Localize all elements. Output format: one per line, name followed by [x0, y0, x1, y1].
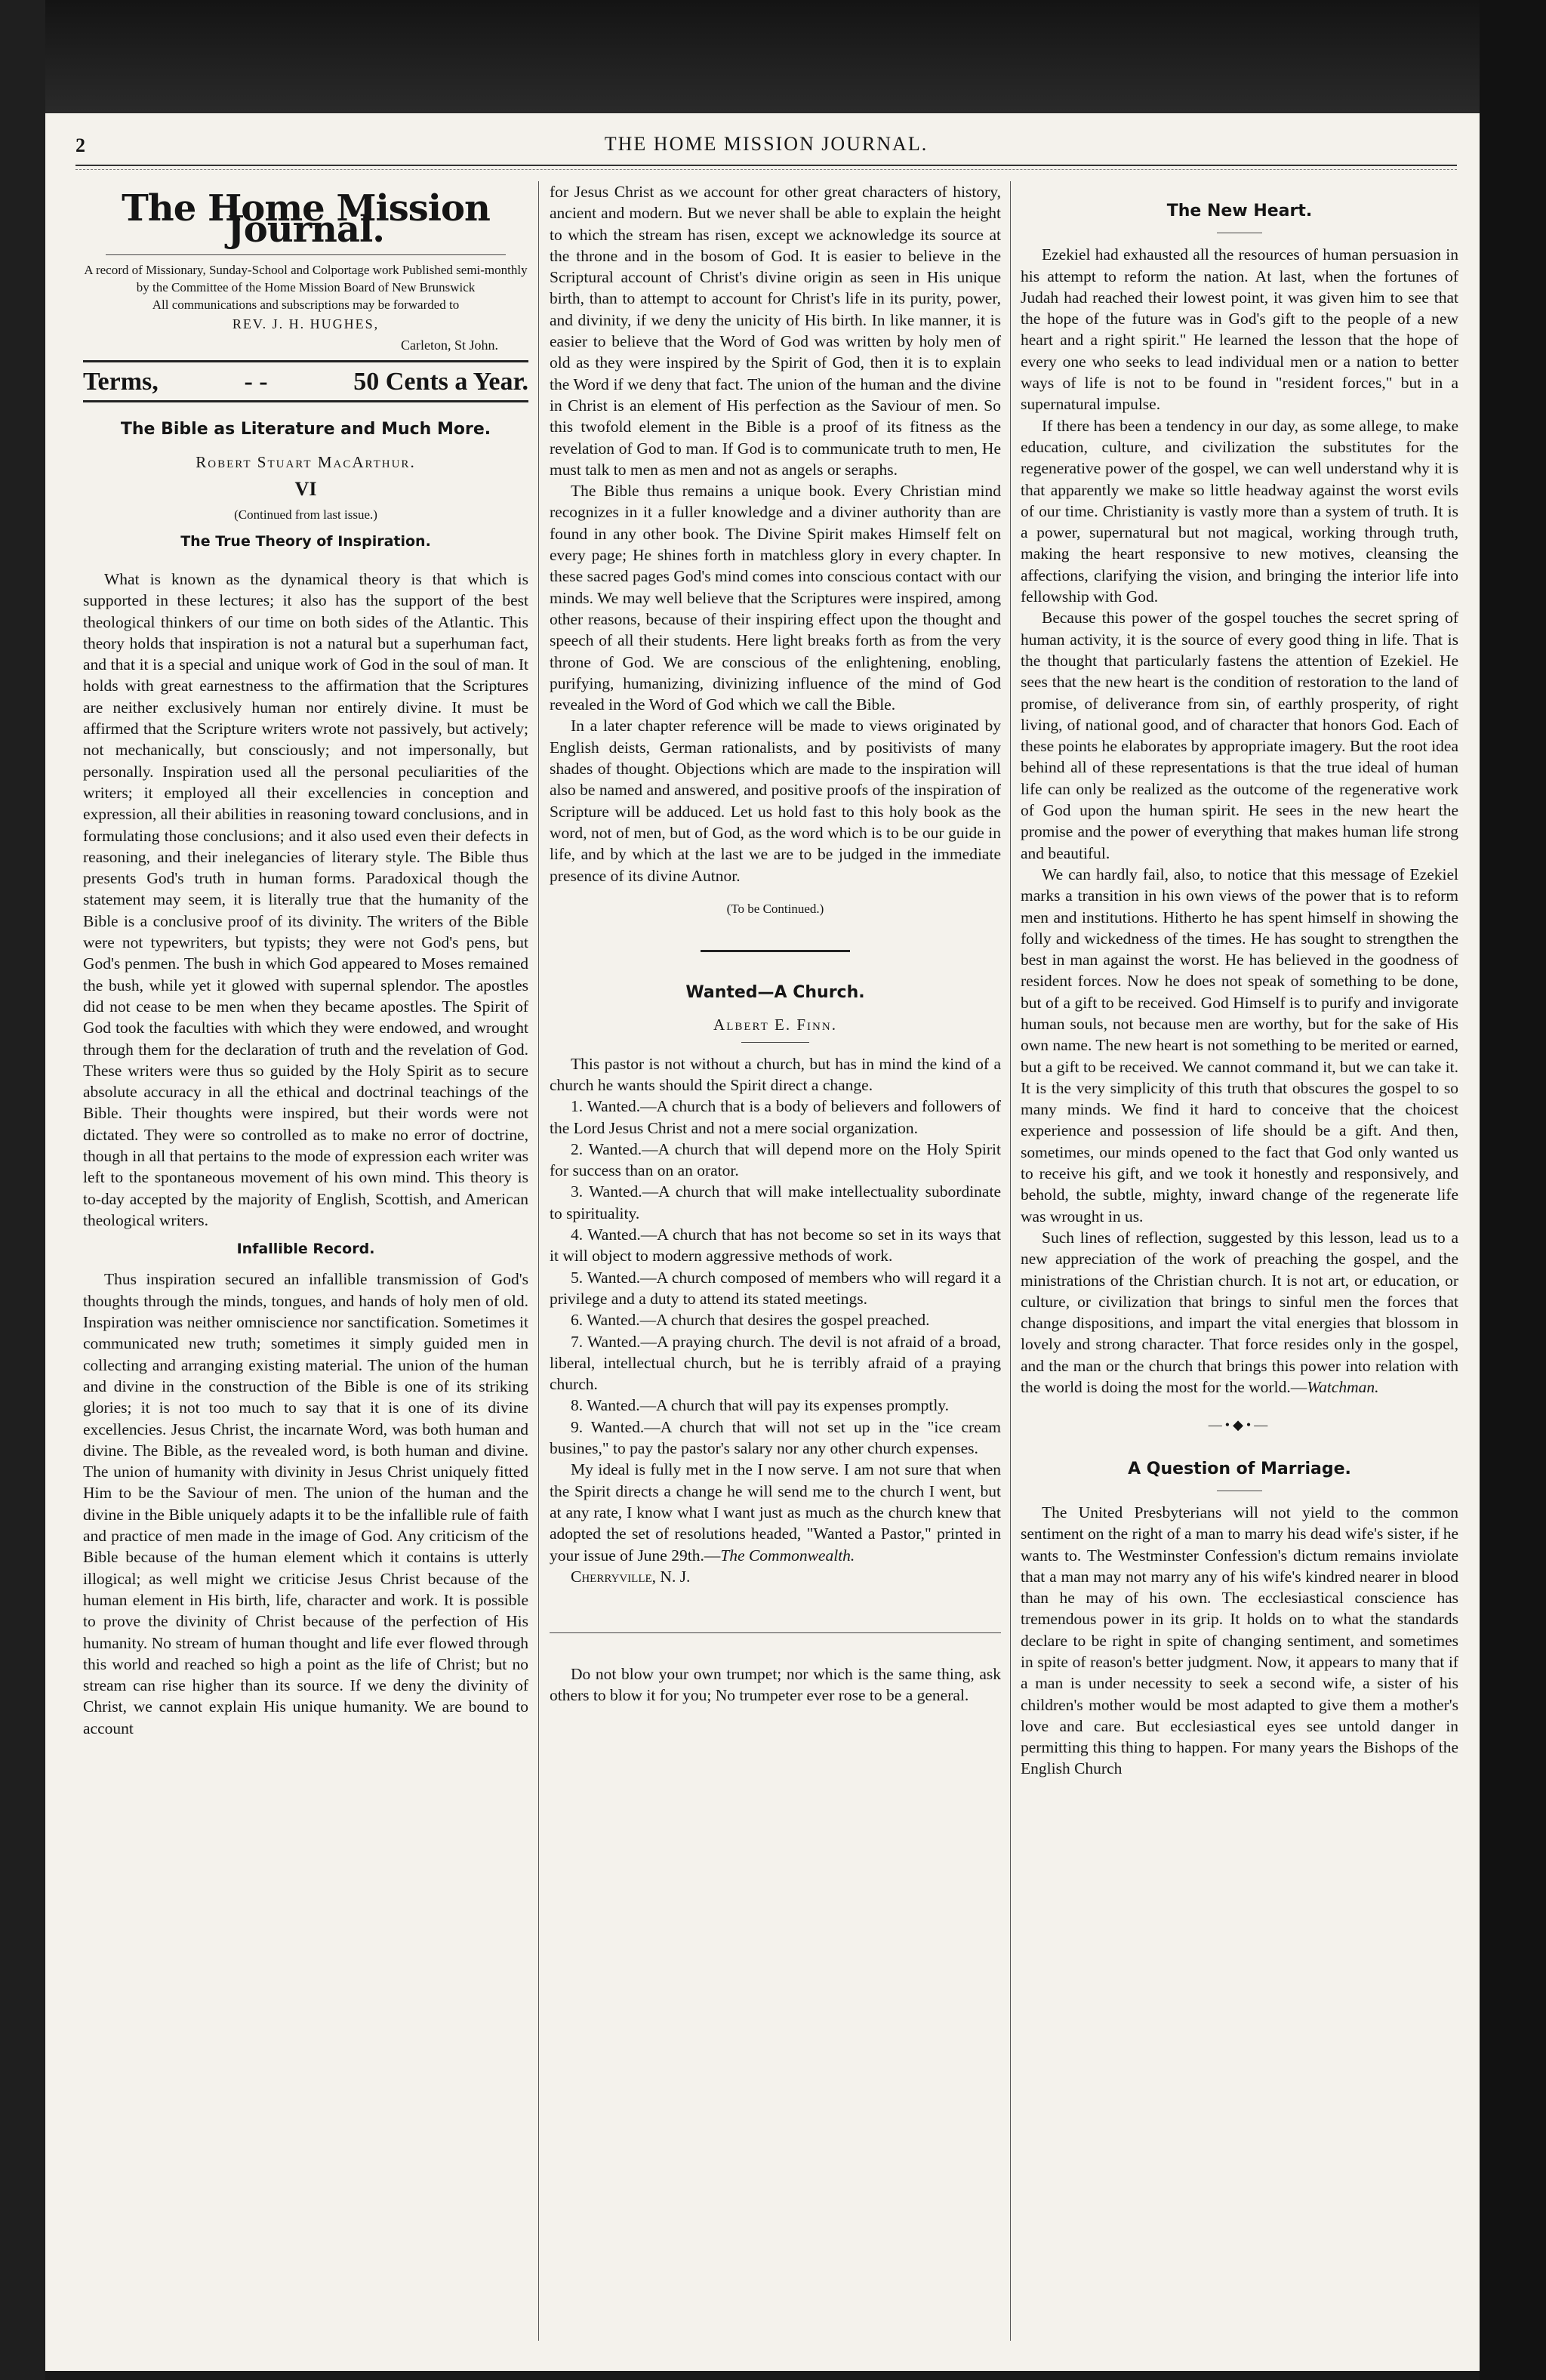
marriage-article-paragraph: The United Presbyterians will not yield to the common sentiment on the right of a man to marry his dead wife's sister, if he wants to. The Westminster Confession's dictum remains inviolate that a man may not marry any of his wife's kindred nearer in blood than he may of his own. The ecclesiastical conscience has tremendous power in its grip. It holds on to what the standards declare to be right in spite of changing sentiment, and sometimes in spite of reason's better judgment. Now, it appears to many that if a man is under necessity to seek a second wife, a sister of his children's mother would be most adapted to give them a mother's love and care. But ecclesiastical eyes see untold danger in permitting this thing to happen. For many years the Bishops of the English Church [1021, 1503, 1458, 1778]
bible-article-paragraph: What is known as the dynamical theory is that which is supported in these lectures; it also has the support of the best theological thinkers of our time on both sides of the Atlantic. This theory holds that inspiration is not a natural but a superhuman fact, and that it is a special and unique work of God in the soul of man. It holds with great earnestness to the affirmation that the Scriptures are neither exclusively human nor entirely divine. It must be affirmed that the Scripture writers wrote not passively, but actively; not mechanically, but consciously; and not impersonally, but personally. Inspiration used all the personal peculiarities of the writers; it employed all their excellencies in conception and expression, all their abilities in reasoning toward conclusions, and in formulating those conclusions; and it also used even their defects in reasoning, and their inelegancies of literary style. The Bible thus presents God's truth in human forms. Paradoxical though the statement may seem, it is literally true that the humanity of the Bible is a conclusive proof of its divinity. The writers of the Bible were not typewriters, but typists; they were not God's pens, but God's penmen. The bush in which God appeared to Moses remained the bush, while yet it glowed with supernal splendor. The apostles did not cease to be men when they became apostles. The Spirit of God took the faculties with which they were endowed, and wrought through them for the declaration of truth and the revelation of God. These writers were thus so guided by the Holy Spirit as to secure absolute accuracy in all the ethical and doctrinal teachings of the Bible. Their thoughts were inspired, but their words were not dictated. They were so controlled as to make no error of doctrine, though in all that pertains to the mode of expression each writer was left to the spontaneous movement of his own mind. This theory is to-day accepted by the majority of English, Scottish, and American theological writers. [83, 569, 528, 1229]
church-article-author: Albert E. Finn. [713, 1016, 837, 1034]
closing-text: My ideal is fully met in the I now serve. I am not sure that when the Spirit directs a change he will send me to the church I went, but at any rate, I know what I want just as much as the church knew that adopted the set of resolutions headed, "Wanted a Pastor," printed in your issue of June 29th.— [550, 1460, 1001, 1565]
heart-article-last-text: Such lines of reflection, suggested by this lesson, lead us to a new appreciation of the work of preaching the gospel, and the ministrations of the Christian church. It is not art, or education, or culture, or civilization that brings to sinful men the forces that change dispositions, and impart the vital energies that blossom in lovely and strong character. That force resides only in the gospel, and the man or the church that brings this power into relation with the world is doing the most for the world.— [1021, 1228, 1458, 1397]
wanted-item: 7. Wanted.—A praying church. The devil is not afraid of a broad, liberal, intellectual church, but he is terribly afraid of a praying church. [550, 1332, 1001, 1394]
heart-article-paragraph: If there has been a tendency in our day, as some allege, to make education, culture, and civilization the substitutes for the regenerative power of the gospel, we can well understand why it is that apparently we make so little headway against the worst evils of our time. Christianity is vastly more than a system of truth. It is a power, supernatural but not magical, working through truth, making the heart responsive to new motives, cleansing the affections, clarifying the vision, and bringing the interior life into fellowship with God. [1021, 416, 1458, 606]
header-rule-dashed [75, 169, 1457, 170]
page-number: 2 [75, 134, 86, 156]
heart-article-source: Watchman. [1307, 1378, 1379, 1397]
filler-paragraph: Do not blow your own trumpet; nor which is the same thing, ask others to blow it for you; No trumpeter ever rose to be a general. [550, 1665, 1001, 1705]
bible-article-subtitle-2: Infallible Record. [236, 1241, 375, 1258]
terms-label: Terms, [83, 368, 159, 396]
masthead-address: Carleton, St John. [401, 337, 498, 353]
wanted-item: 4. Wanted.—A church that has not become so set in its ways that it will object to modern aggressive methods of work. [550, 1225, 1001, 1266]
masthead-communications: All communications and subscriptions may be forwarded to [152, 297, 460, 312]
masthead-editor: REV. J. H. HUGHES, [232, 316, 380, 331]
wanted-item: 3. Wanted.—A church that will make intellectuality subordinate to spirituality. [550, 1182, 1001, 1222]
heart-article-paragraph: Because this power of the gospel touches the secret spring of human activity, it is the source of every good thing in life. That is the thought that particularly fastens the attention of Ezekiel. He sees that the new heart is the condition of restoration to the land of promise, of deliverance from sin, of earthly prosperity, of right living, of national good, and of character that honors God. Each of these points he elaborates by appropriate imagery. But the root idea behind all of these representations is that the true ideal of human life can only be realized as the outcome of the regenerative work of God upon the human spirit. He sees in the new heart the promise and the power of everything that makes human life strong and beautiful. [1021, 609, 1458, 862]
bible-article-subtitle: The True Theory of Inspiration. [180, 532, 431, 550]
to-be-continued: (To be Continued.) [726, 901, 824, 916]
church-article-place: Cherryville, N. J. [571, 1567, 691, 1586]
church-article-closing [550, 1459, 1001, 1565]
heart-article-paragraph: We can hardly fail, also, to notice that this message of Ezekiel marks a transition in his own views of the power that is to reform men and institutions. Hitherto he has spent himself in showing the folly and wickedness of the times. He has sought to strengthen the best in man against the worst. He has believed in the goodness of resident forces. Now he does not speak of something to be done, but of a gift to be received. God Himself is to purify and invigorate human souls, not because men are worthy, but for the sake of His own name. The new heart is not something to be merited or earned, but a gift to be received. We cannot command it, but we can take it. It is the very simplicity of this truth that obscures the gospel to so many minds. We find it hard to conceive that the choicest experience and possession of life should be a gift. And then, sometimes, our minds opened to the fact that God only wanted us to receive his gift, and we took it honestly and responsively, and behold, the subtle, mighty, inward change of the regenerate life was wrought in us. [1021, 865, 1458, 1225]
bible-article-paragraph: In a later chapter reference will be made to views originated by English deists, German rationalists, and by positivists of many shades of thought. Objections which are made to the inspiration will also be named and answered, and positive proofs of the inspiration of Scripture will be adduced. Let us hold fast to this holy book as the word, not of men, but of God, as the word which is to be our guide in life, and by which at the last we are to be judged in the immediate presence of its divine Autnor. [550, 717, 1001, 885]
bible-article-title: The Bible as Literature and Much More. [120, 420, 491, 439]
closing-source: The Commonwealth. [720, 1546, 855, 1565]
scan-border-top [45, 0, 1480, 113]
author-rule [741, 1042, 809, 1043]
heart-article-title: The New Heart. [1166, 202, 1313, 220]
bible-article-paragraph: Thus inspiration secured an infallible transmission of God's thoughts through the minds, tongues, and hands of holy men of old. Inspiration was neither omniscience nor sanctification. Sometimes it communicated new truth; sometimes it simply guided men in collecting and arranging existing material. The union of the human and divine in the construction of the Bible is one of its striking glories; it is not too much to say that it is one of its divine excellencies. Jesus Christ, the incarnate Word, was both human and divine. The Bible, as the revealed word, is both human and divine. The union of humanity with divinity in Jesus Christ uniquely fitted Him to be the Saviour of men. The union of the human and the divine in the Bible uniquely adapts it to be the infallible rule of faith and practice of men made in the image of God. Any criticism of the Bible because of the human element which it contains is utterly illogical; as well might we criticise Jesus Christ because of the human element in His birth, life, character and work. It is possible to prove the divinity of Christ because of the perfection of His humanity. No stream of human thought and life ever flowed through this world and reached so high a point as the life of Christ; but no stream can rise higher than its source. If we deny the divinity of Christ, we cannot explain His unique humanity. We are bound to account [83, 1270, 528, 1737]
column-divider-1 [538, 181, 539, 2341]
wanted-item: 5. Wanted.—A church composed of members who will regard it a privilege and a duty to attend its stated meetings. [550, 1268, 1001, 1308]
terms-line [83, 368, 528, 396]
page-header [75, 130, 1457, 160]
masthead-description: A record of Missionary, Sunday-School and Colportage work Published semi-monthly by the Committee of the Home Mission Board of New Brunswick [84, 262, 528, 294]
terms-dashes: - - [244, 368, 268, 396]
bible-article-author: Robert Stuart MacArthur. [196, 452, 416, 471]
column-1 [83, 181, 528, 1739]
ornament-divider: —•◆•— [1208, 1417, 1271, 1433]
header-rule [75, 165, 1457, 166]
masthead-rule [106, 254, 506, 255]
wanted-item: 6. Wanted.—A church that desires the gospel preached. [571, 1311, 930, 1330]
scan-border-right [1480, 0, 1546, 2380]
scan-border-left [0, 0, 45, 2380]
heart-article-paragraph [1021, 1227, 1458, 1398]
article-separator [701, 950, 850, 952]
wanted-list [550, 1096, 1001, 1459]
church-article-title: Wanted—A Church. [685, 983, 865, 1003]
wanted-item: 8. Wanted.—A church that will pay its expenses promptly. [571, 1396, 950, 1415]
wanted-item: 1. Wanted.—A church that is a body of believers and followers of the Lord Jesus Christ and not a mere social organization. [550, 1097, 1001, 1137]
heart-article-paragraph: Ezekiel had exhausted all the resources of human persuasion in his attempt to reform the nation. At last, when the fortunes of Judah had reached their lowest point, it was given him to see that the hope of the future was in God's gift to the people of a new heart and a right spirit." He learned the lesson that the hope of every one who seeks to lead individual men or a nation to better ways of life is not to be found in "resident forces," but in a supernatural impulse. [1021, 245, 1458, 414]
column-divider-2 [1010, 181, 1011, 2341]
bible-article-paragraph: The Bible thus remains a unique book. Every Christian mind recognizes in it a fuller knowledge and a diviner authority than are found in any other book. The Divine Spirit makes Himself felt on every page; He shines forth in matchless glory in every chapter. In these sacred pages God's mind comes into conscious contact with our minds. We may well believe that the Scriptures were inspired, among other reasons, because of their inspiring effect upon the thought and speech of all their students. Here light breaks forth as from the very throne of God. We are conscious of the enlightening, enobling, purifying, humanizing, divinizing influence of the mind of God revealed in the Word of God which we call the Bible. [550, 482, 1001, 714]
wanted-item: 2. Wanted.—A church that will depend more on the Holy Spirit for success than on an orator. [550, 1139, 1001, 1180]
bible-article-continued-note: (Continued from last issue.) [234, 507, 377, 523]
filler-rule [550, 1632, 1001, 1633]
bible-article-paragraph: for Jesus Christ as we account for other great characters of history, ancient and modern. But we never shall be able to explain the height to which the stream has risen, except we acknowledge its source at the throne and in the bosom of God. It is easier to believe in the Scriptural account of Christ's divine origin as seen in His unique birth, than to attempt to account for Christ's life in its purity, power, and divinity, if we deny the unicity of His birth. In like manner, it is easier to believe that the Word of God was written by holy men of old as they were inspired by the Spirit of God, then it is to explain the Word if we deny that fact. The union of the human and the divine in Christ is an element of His perfection as the Saviour of men. So this twofold element in the Bible is a proof of its fitness as the revelation of God to man. If God is to communicate truth to men, He must talk to men as men and not as angels or seraphs. [550, 183, 1001, 479]
terms-rule-bottom [83, 400, 528, 402]
masthead-title: The Home Mission Journal. [122, 187, 490, 251]
running-title: THE HOME MISSION JOURNAL. [604, 133, 929, 155]
column-2 [550, 181, 1001, 1706]
church-article-intro: This pastor is not without a church, but has in mind the kind of a church he wants should the Spirit direct a change. [550, 1054, 1001, 1094]
marriage-article-title: A Question of Marriage. [1128, 1459, 1351, 1478]
wanted-item: 9. Wanted.—A church that will not set up in the "ice cream busines," to pay the pastor's salary nor any other church expenses. [550, 1417, 1001, 1458]
column-3 [1021, 181, 1458, 1780]
bible-article-part: VI [294, 478, 317, 501]
terms-rule-top [83, 360, 528, 362]
terms-price: 50 Cents a Year. [353, 368, 528, 396]
